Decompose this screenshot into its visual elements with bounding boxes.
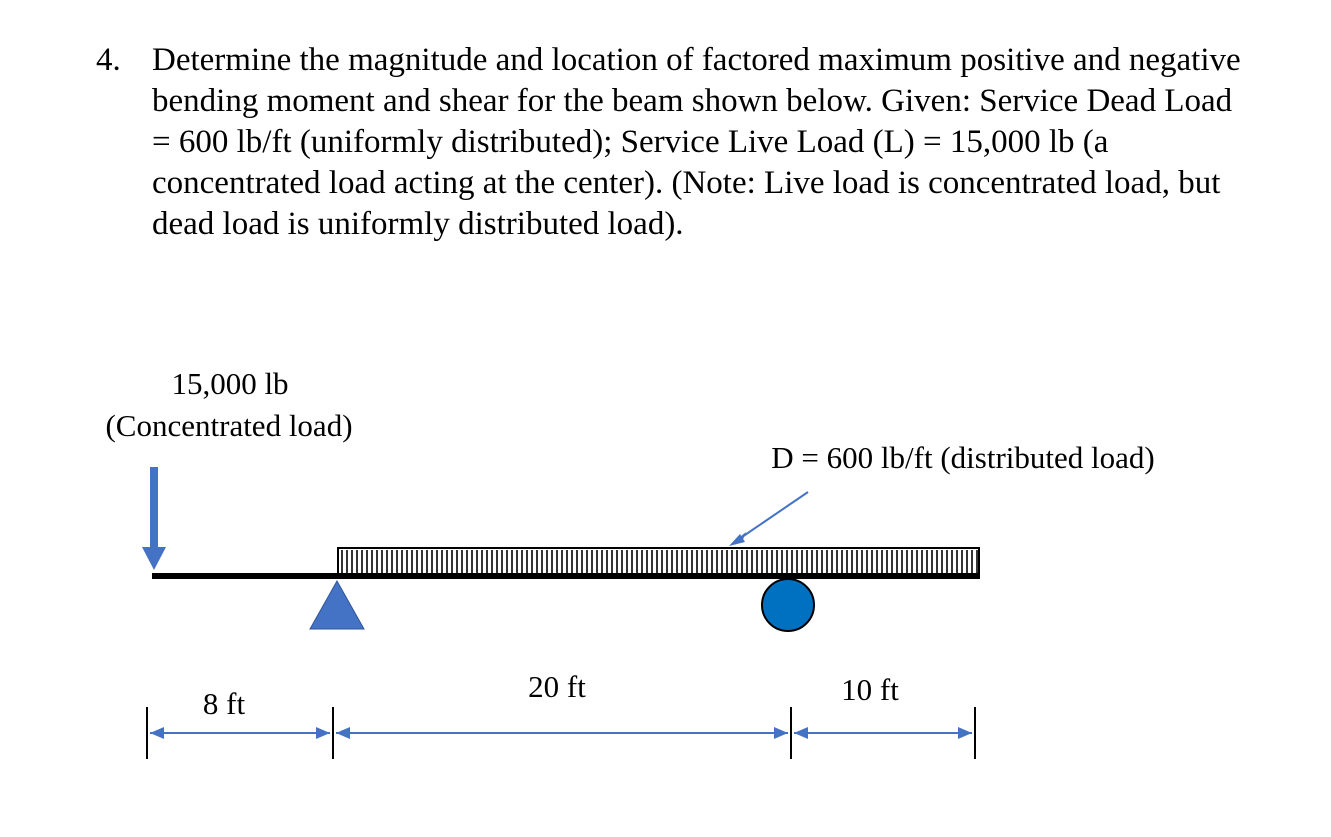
problem-number: 4.: [96, 42, 121, 78]
point-load-value: 15,000 lb: [171, 366, 289, 401]
pin-support-icon: [310, 581, 364, 629]
dimension-arrow-right: [794, 727, 972, 739]
problem-line: concentrated load acting at the center). (Note: Live load is concentrated load, but: [152, 165, 1221, 201]
dimension-arrow-middle: [336, 727, 788, 739]
roller-support-icon: [762, 579, 814, 631]
problem-line: dead load is uniformly distributed load).: [152, 206, 684, 242]
dimension-label-right: 10 ft: [841, 672, 899, 707]
point-load-arrow-icon: [142, 467, 166, 570]
problem-line: Determine the magnitude and location of factored maximum positive and negative: [152, 42, 1241, 78]
distributed-load-leader-arrow: [729, 492, 808, 546]
dimension-arrow-left: [150, 727, 330, 739]
distributed-load-block: [338, 548, 979, 575]
problem-line: bending moment and shear for the beam shown below. Given: Service Dead Load: [152, 83, 1233, 119]
beam: [152, 573, 980, 579]
problem-line: = 600 lb/ft (uniformly distributed); Service Live Load (L) = 15,000 lb (a: [152, 124, 1109, 160]
dimension-label-middle: 20 ft: [528, 669, 586, 704]
distributed-load-label: D = 600 lb/ft (distributed load): [771, 440, 1155, 475]
point-load-description: (Concentrated load): [105, 408, 353, 443]
dimension-label-left: 8 ft: [202, 686, 246, 721]
